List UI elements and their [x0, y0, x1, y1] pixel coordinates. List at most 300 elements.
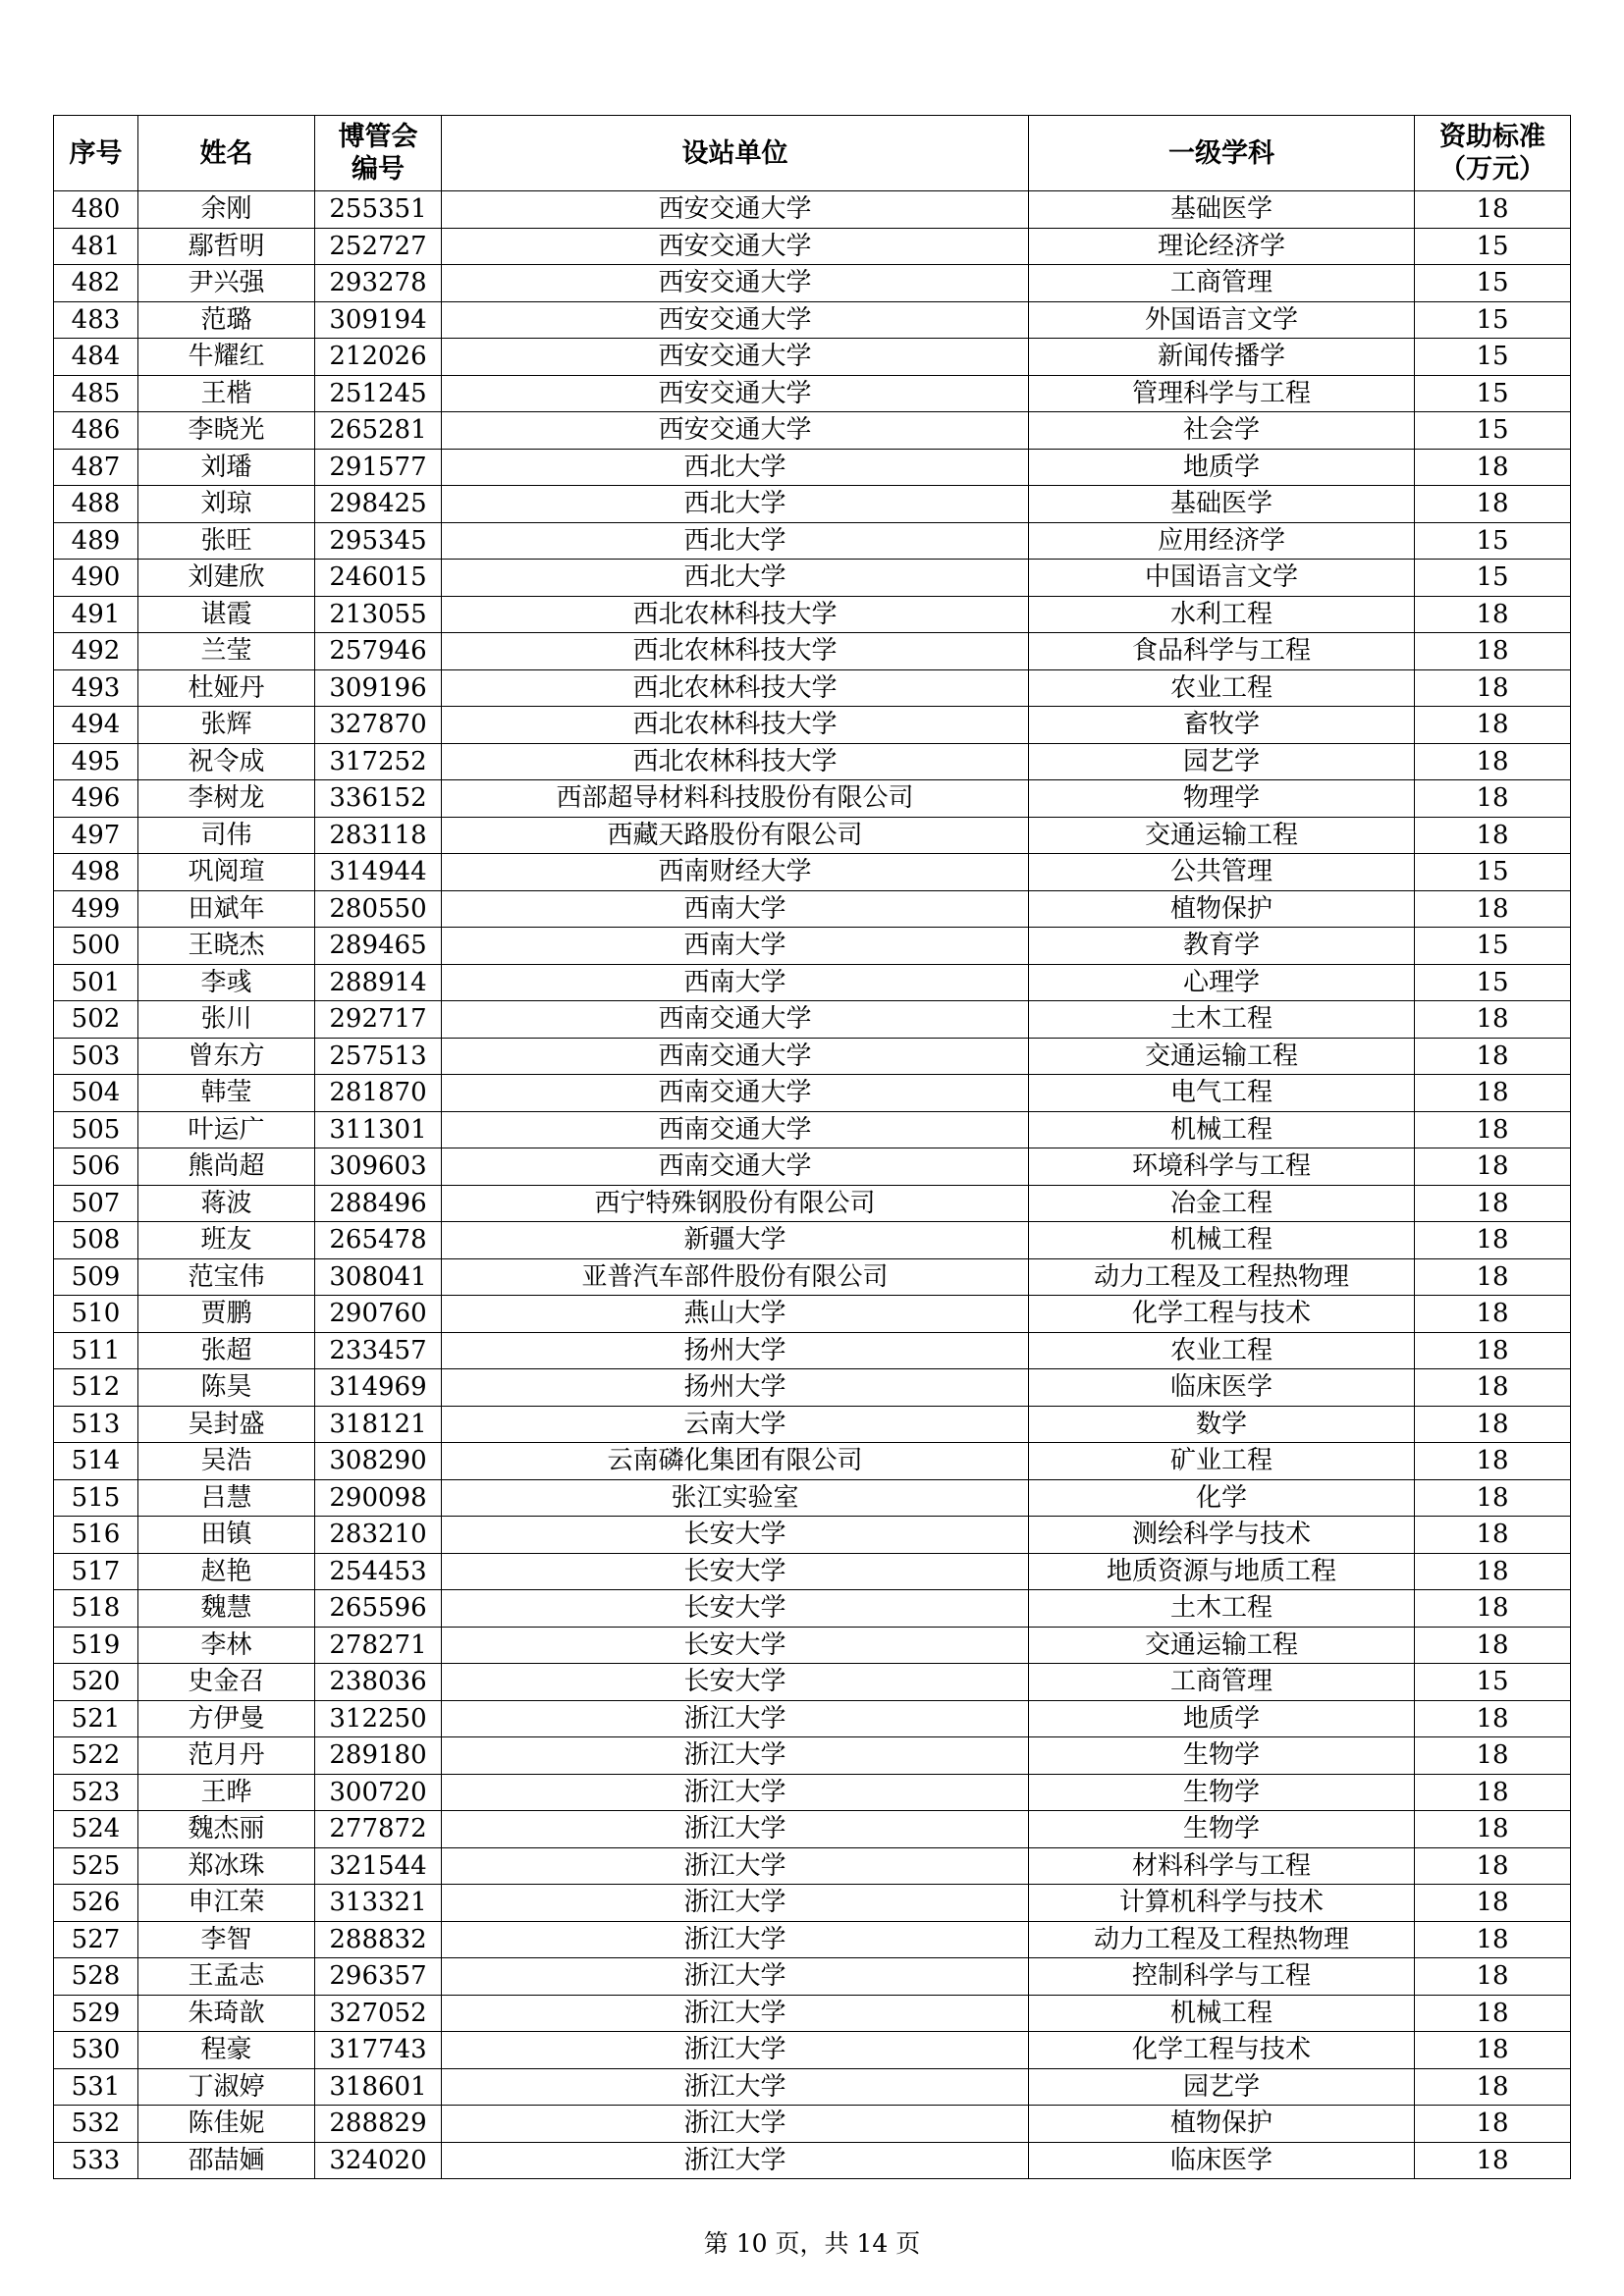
cell-name: 叶运广	[138, 1111, 315, 1148]
cell-funding: 18	[1415, 1958, 1571, 1996]
cell-unit: 浙江大学	[442, 1958, 1029, 1996]
cell-unit: 燕山大学	[442, 1296, 1029, 1333]
cell-unit: 长安大学	[442, 1664, 1029, 1701]
cell-id: 309196	[315, 669, 442, 707]
cell-discipline: 临床医学	[1029, 1369, 1415, 1407]
table-row	[54, 1664, 1571, 1701]
cell-name: 李林	[138, 1627, 315, 1664]
cell-id: 254453	[315, 1553, 442, 1590]
cell-name: 李智	[138, 1921, 315, 1958]
table-row	[54, 228, 1571, 265]
cell-id: 278271	[315, 1627, 442, 1664]
table-row	[54, 1369, 1571, 1407]
cell-seq: 492	[54, 633, 138, 670]
cell-discipline: 植物保护	[1029, 2106, 1415, 2143]
cell-seq: 518	[54, 1590, 138, 1628]
cell-unit: 西南交通大学	[442, 1148, 1029, 1186]
cell-id: 283210	[315, 1517, 442, 1554]
cell-discipline: 植物保护	[1029, 890, 1415, 928]
cell-id: 288832	[315, 1921, 442, 1958]
cell-unit: 西南交通大学	[442, 1111, 1029, 1148]
cell-unit: 西北大学	[442, 560, 1029, 597]
cell-seq: 529	[54, 1995, 138, 2032]
cell-name: 刘璠	[138, 449, 315, 486]
cell-funding: 18	[1415, 2106, 1571, 2143]
table-row	[54, 1001, 1571, 1039]
cell-funding: 18	[1415, 191, 1571, 229]
table-row	[54, 669, 1571, 707]
cell-discipline: 冶金工程	[1029, 1185, 1415, 1222]
table-row	[54, 1553, 1571, 1590]
cell-funding: 18	[1415, 449, 1571, 486]
cell-unit: 西南大学	[442, 890, 1029, 928]
cell-discipline: 化学工程与技术	[1029, 1296, 1415, 1333]
cell-name: 张川	[138, 1001, 315, 1039]
cell-seq: 515	[54, 1479, 138, 1517]
cell-seq: 509	[54, 1258, 138, 1296]
cell-unit: 扬州大学	[442, 1332, 1029, 1369]
cell-name: 鄢哲明	[138, 228, 315, 265]
cell-unit: 西北农林科技大学	[442, 743, 1029, 780]
cell-name: 范宝伟	[138, 1258, 315, 1296]
cell-unit: 新疆大学	[442, 1222, 1029, 1259]
table-row	[54, 1185, 1571, 1222]
cell-unit: 西安交通大学	[442, 412, 1029, 450]
cell-id: 312250	[315, 1700, 442, 1737]
cell-unit: 浙江大学	[442, 1774, 1029, 1811]
cell-unit: 西安交通大学	[442, 191, 1029, 229]
cell-discipline: 园艺学	[1029, 743, 1415, 780]
cell-funding: 18	[1415, 633, 1571, 670]
cell-seq: 495	[54, 743, 138, 780]
cell-seq: 484	[54, 339, 138, 376]
cell-name: 程豪	[138, 2032, 315, 2069]
cell-unit: 浙江大学	[442, 2032, 1029, 2069]
cell-discipline: 矿业工程	[1029, 1443, 1415, 1480]
cell-unit: 长安大学	[442, 1627, 1029, 1664]
cell-funding: 18	[1415, 1111, 1571, 1148]
table-row	[54, 2068, 1571, 2106]
cell-id: 324020	[315, 2142, 442, 2179]
table-row	[54, 1958, 1571, 1996]
cell-seq: 523	[54, 1774, 138, 1811]
cell-unit: 西北大学	[442, 486, 1029, 523]
cell-unit: 西北农林科技大学	[442, 707, 1029, 744]
cell-funding: 15	[1415, 301, 1571, 339]
table-row	[54, 339, 1571, 376]
cell-name: 张辉	[138, 707, 315, 744]
cell-unit: 西部超导材料科技股份有限公司	[442, 780, 1029, 818]
cell-unit: 西安交通大学	[442, 301, 1029, 339]
cell-funding: 15	[1415, 560, 1571, 597]
cell-name: 司伟	[138, 817, 315, 854]
cell-funding: 18	[1415, 890, 1571, 928]
cell-id: 296357	[315, 1958, 442, 1996]
cell-name: 巩阅瑄	[138, 854, 315, 891]
cell-id: 317252	[315, 743, 442, 780]
cell-name: 蒋波	[138, 1185, 315, 1222]
cell-unit: 浙江大学	[442, 1921, 1029, 1958]
cell-seq: 527	[54, 1921, 138, 1958]
cell-seq: 499	[54, 890, 138, 928]
table-row	[54, 301, 1571, 339]
cell-seq: 533	[54, 2142, 138, 2179]
cell-funding: 18	[1415, 1921, 1571, 1958]
cell-unit: 浙江大学	[442, 1737, 1029, 1775]
cell-name: 田镇	[138, 1517, 315, 1554]
table-row	[54, 1111, 1571, 1148]
cell-funding: 18	[1415, 1847, 1571, 1885]
table-row	[54, 1222, 1571, 1259]
table-row	[54, 1075, 1571, 1112]
table-row	[54, 1443, 1571, 1480]
cell-discipline: 管理科学与工程	[1029, 375, 1415, 412]
cell-id: 246015	[315, 560, 442, 597]
table-row	[54, 191, 1571, 229]
cell-discipline: 交通运输工程	[1029, 1627, 1415, 1664]
table-row	[54, 890, 1571, 928]
cell-funding: 15	[1415, 375, 1571, 412]
cell-funding: 18	[1415, 1296, 1571, 1333]
cell-unit: 西北农林科技大学	[442, 669, 1029, 707]
table-row	[54, 375, 1571, 412]
cell-name: 余刚	[138, 191, 315, 229]
cell-funding: 15	[1415, 228, 1571, 265]
cell-discipline: 数学	[1029, 1406, 1415, 1443]
cell-funding: 18	[1415, 817, 1571, 854]
cell-seq: 502	[54, 1001, 138, 1039]
cell-name: 赵艳	[138, 1553, 315, 1590]
table-row	[54, 449, 1571, 486]
cell-seq: 487	[54, 449, 138, 486]
cell-discipline: 电气工程	[1029, 1075, 1415, 1112]
cell-discipline: 生物学	[1029, 1811, 1415, 1848]
cell-funding: 18	[1415, 1517, 1571, 1554]
cell-funding: 18	[1415, 1001, 1571, 1039]
cell-seq: 532	[54, 2106, 138, 2143]
cell-discipline: 工商管理	[1029, 265, 1415, 302]
table-header-row	[54, 116, 1571, 191]
cell-id: 265281	[315, 412, 442, 450]
cell-name: 田斌年	[138, 890, 315, 928]
cell-unit: 张江实验室	[442, 1479, 1029, 1517]
cell-discipline: 心理学	[1029, 964, 1415, 1001]
cell-id: 290098	[315, 1479, 442, 1517]
table-row	[54, 2106, 1571, 2143]
cell-funding: 18	[1415, 669, 1571, 707]
cell-seq: 506	[54, 1148, 138, 1186]
cell-name: 刘琼	[138, 486, 315, 523]
cell-name: 丁淑婷	[138, 2068, 315, 2106]
cell-funding: 18	[1415, 1885, 1571, 1922]
cell-seq: 488	[54, 486, 138, 523]
cell-id: 257946	[315, 633, 442, 670]
cell-discipline: 理论经济学	[1029, 228, 1415, 265]
cell-seq: 519	[54, 1627, 138, 1664]
cell-seq: 524	[54, 1811, 138, 1848]
cell-funding: 18	[1415, 1553, 1571, 1590]
cell-discipline: 食品科学与工程	[1029, 633, 1415, 670]
cell-discipline: 动力工程及工程热物理	[1029, 1921, 1415, 1958]
cell-discipline: 工商管理	[1029, 1664, 1415, 1701]
cell-name: 李彧	[138, 964, 315, 1001]
cell-funding: 18	[1415, 1148, 1571, 1186]
cell-name: 范月丹	[138, 1737, 315, 1775]
cell-unit: 西南财经大学	[442, 854, 1029, 891]
cell-unit: 浙江大学	[442, 1700, 1029, 1737]
cell-discipline: 地质学	[1029, 1700, 1415, 1737]
cell-id: 291577	[315, 449, 442, 486]
table-row	[54, 1995, 1571, 2032]
cell-seq: 483	[54, 301, 138, 339]
cell-name: 刘建欣	[138, 560, 315, 597]
cell-unit: 云南大学	[442, 1406, 1029, 1443]
cell-id: 327870	[315, 707, 442, 744]
cell-discipline: 基础医学	[1029, 486, 1415, 523]
cell-unit: 西藏天路股份有限公司	[442, 817, 1029, 854]
cell-unit: 浙江大学	[442, 1847, 1029, 1885]
cell-name: 史金召	[138, 1664, 315, 1701]
cell-unit: 亚普汽车部件股份有限公司	[442, 1258, 1029, 1296]
cell-seq: 511	[54, 1332, 138, 1369]
cell-seq: 494	[54, 707, 138, 744]
cell-id: 252727	[315, 228, 442, 265]
table-row	[54, 486, 1571, 523]
cell-id: 290760	[315, 1296, 442, 1333]
cell-name: 尹兴强	[138, 265, 315, 302]
cell-name: 张旺	[138, 522, 315, 560]
cell-funding: 18	[1415, 2068, 1571, 2106]
cell-name: 李晓光	[138, 412, 315, 450]
cell-discipline: 交通运输工程	[1029, 1038, 1415, 1075]
cell-seq: 496	[54, 780, 138, 818]
cell-unit: 浙江大学	[442, 2106, 1029, 2143]
cell-funding: 18	[1415, 1222, 1571, 1259]
cell-name: 陈昊	[138, 1369, 315, 1407]
cell-unit: 西北大学	[442, 449, 1029, 486]
cell-name: 班友	[138, 1222, 315, 1259]
table-row	[54, 854, 1571, 891]
cell-discipline: 动力工程及工程热物理	[1029, 1258, 1415, 1296]
cell-name: 魏慧	[138, 1590, 315, 1628]
table-row	[54, 928, 1571, 965]
cell-funding: 18	[1415, 2032, 1571, 2069]
cell-funding: 15	[1415, 339, 1571, 376]
cell-seq: 503	[54, 1038, 138, 1075]
cell-name: 吕慧	[138, 1479, 315, 1517]
cell-unit: 西北农林科技大学	[442, 596, 1029, 633]
cell-funding: 18	[1415, 1774, 1571, 1811]
cell-unit: 浙江大学	[442, 2142, 1029, 2179]
cell-id: 281870	[315, 1075, 442, 1112]
cell-unit: 浙江大学	[442, 1995, 1029, 2032]
cell-name: 申江荣	[138, 1885, 315, 1922]
cell-seq: 510	[54, 1296, 138, 1333]
cell-name: 王晔	[138, 1774, 315, 1811]
table-row	[54, 1148, 1571, 1186]
cell-unit: 西北农林科技大学	[442, 633, 1029, 670]
table-row	[54, 522, 1571, 560]
cell-id: 318601	[315, 2068, 442, 2106]
cell-funding: 15	[1415, 854, 1571, 891]
cell-funding: 18	[1415, 1737, 1571, 1775]
cell-funding: 18	[1415, 707, 1571, 744]
table-row	[54, 1774, 1571, 1811]
cell-funding: 18	[1415, 1332, 1571, 1369]
cell-seq: 508	[54, 1222, 138, 1259]
cell-unit: 西北大学	[442, 522, 1029, 560]
cell-seq: 516	[54, 1517, 138, 1554]
cell-id: 265478	[315, 1222, 442, 1259]
table-row	[54, 412, 1571, 450]
cell-funding: 18	[1415, 1369, 1571, 1407]
cell-discipline: 中国语言文学	[1029, 560, 1415, 597]
cell-discipline: 教育学	[1029, 928, 1415, 965]
cell-unit: 长安大学	[442, 1553, 1029, 1590]
cell-unit: 西南交通大学	[442, 1075, 1029, 1112]
cell-name: 兰莹	[138, 633, 315, 670]
table-row	[54, 1590, 1571, 1628]
cell-seq: 528	[54, 1958, 138, 1996]
cell-name: 曾东方	[138, 1038, 315, 1075]
header-funding: 资助标准 （万元）	[1415, 116, 1571, 191]
cell-discipline: 测绘科学与技术	[1029, 1517, 1415, 1554]
cell-unit: 西南交通大学	[442, 1038, 1029, 1075]
table-row	[54, 1700, 1571, 1737]
table-row	[54, 1737, 1571, 1775]
cell-id: 336152	[315, 780, 442, 818]
table-row	[54, 1038, 1571, 1075]
cell-seq: 520	[54, 1664, 138, 1701]
cell-name: 杜娅丹	[138, 669, 315, 707]
cell-id: 265596	[315, 1590, 442, 1628]
table-row	[54, 1406, 1571, 1443]
cell-funding: 15	[1415, 412, 1571, 450]
cell-name: 吴浩	[138, 1443, 315, 1480]
cell-unit: 西安交通大学	[442, 228, 1029, 265]
table-body	[54, 191, 1571, 2179]
cell-seq: 482	[54, 265, 138, 302]
cell-seq: 507	[54, 1185, 138, 1222]
cell-id: 255351	[315, 191, 442, 229]
cell-unit: 西安交通大学	[442, 339, 1029, 376]
cell-id: 327052	[315, 1995, 442, 2032]
cell-discipline: 生物学	[1029, 1774, 1415, 1811]
cell-discipline: 生物学	[1029, 1737, 1415, 1775]
cell-discipline: 新闻传播学	[1029, 339, 1415, 376]
cell-name: 牛耀红	[138, 339, 315, 376]
cell-name: 王晓杰	[138, 928, 315, 965]
header-seq: 序号	[54, 116, 138, 191]
cell-id: 298425	[315, 486, 442, 523]
table-row	[54, 1332, 1571, 1369]
page-footer: 第 10 页，共 14 页	[703, 2229, 921, 2258]
cell-unit: 西安交通大学	[442, 375, 1029, 412]
table-row	[54, 1627, 1571, 1664]
cell-seq: 498	[54, 854, 138, 891]
cell-discipline: 土木工程	[1029, 1001, 1415, 1039]
cell-unit: 浙江大学	[442, 1811, 1029, 1848]
cell-name: 熊尚超	[138, 1148, 315, 1186]
cell-discipline: 化学工程与技术	[1029, 2032, 1415, 2069]
cell-unit: 长安大学	[442, 1517, 1029, 1554]
table-row	[54, 1296, 1571, 1333]
cell-discipline: 临床医学	[1029, 2142, 1415, 2179]
cell-funding: 18	[1415, 1479, 1571, 1517]
cell-seq: 525	[54, 1847, 138, 1885]
cell-id: 289180	[315, 1737, 442, 1775]
funding-table	[53, 115, 1571, 2179]
cell-name: 王楷	[138, 375, 315, 412]
table-row	[54, 1517, 1571, 1554]
cell-funding: 18	[1415, 1995, 1571, 2032]
cell-seq: 481	[54, 228, 138, 265]
cell-discipline: 社会学	[1029, 412, 1415, 450]
cell-unit: 扬州大学	[442, 1369, 1029, 1407]
cell-funding: 18	[1415, 596, 1571, 633]
header-name: 姓名	[138, 116, 315, 191]
cell-id: 293278	[315, 265, 442, 302]
cell-id: 233457	[315, 1332, 442, 1369]
cell-discipline: 机械工程	[1029, 1995, 1415, 2032]
cell-discipline: 水利工程	[1029, 596, 1415, 633]
cell-funding: 18	[1415, 1811, 1571, 1848]
cell-unit: 西南大学	[442, 928, 1029, 965]
cell-id: 288496	[315, 1185, 442, 1222]
cell-id: 238036	[315, 1664, 442, 1701]
cell-seq: 526	[54, 1885, 138, 1922]
table-row	[54, 2142, 1571, 2179]
table-row	[54, 1258, 1571, 1296]
cell-name: 韩莹	[138, 1075, 315, 1112]
cell-id: 213055	[315, 596, 442, 633]
cell-id: 288914	[315, 964, 442, 1001]
table-row	[54, 964, 1571, 1001]
cell-name: 范璐	[138, 301, 315, 339]
cell-funding: 18	[1415, 1258, 1571, 1296]
cell-name: 李树龙	[138, 780, 315, 818]
cell-id: 251245	[315, 375, 442, 412]
table-row	[54, 265, 1571, 302]
cell-discipline: 化学	[1029, 1479, 1415, 1517]
table-row	[54, 560, 1571, 597]
cell-funding: 15	[1415, 522, 1571, 560]
cell-name: 祝令成	[138, 743, 315, 780]
cell-seq: 501	[54, 964, 138, 1001]
cell-id: 311301	[315, 1111, 442, 1148]
table-row	[54, 633, 1571, 670]
table-row	[54, 2032, 1571, 2069]
cell-discipline: 地质学	[1029, 449, 1415, 486]
cell-discipline: 基础医学	[1029, 191, 1415, 229]
cell-funding: 18	[1415, 1185, 1571, 1222]
cell-funding: 18	[1415, 1075, 1571, 1112]
cell-id: 317743	[315, 2032, 442, 2069]
cell-id: 288829	[315, 2106, 442, 2143]
cell-id: 308041	[315, 1258, 442, 1296]
cell-funding: 18	[1415, 1700, 1571, 1737]
cell-name: 谌霞	[138, 596, 315, 633]
cell-discipline: 园艺学	[1029, 2068, 1415, 2106]
cell-seq: 493	[54, 669, 138, 707]
cell-seq: 486	[54, 412, 138, 450]
header-unit: 设站单位	[442, 116, 1029, 191]
cell-discipline: 机械工程	[1029, 1111, 1415, 1148]
cell-funding: 15	[1415, 1664, 1571, 1701]
cell-funding: 18	[1415, 1590, 1571, 1628]
cell-unit: 西安交通大学	[442, 265, 1029, 302]
cell-discipline: 物理学	[1029, 780, 1415, 818]
